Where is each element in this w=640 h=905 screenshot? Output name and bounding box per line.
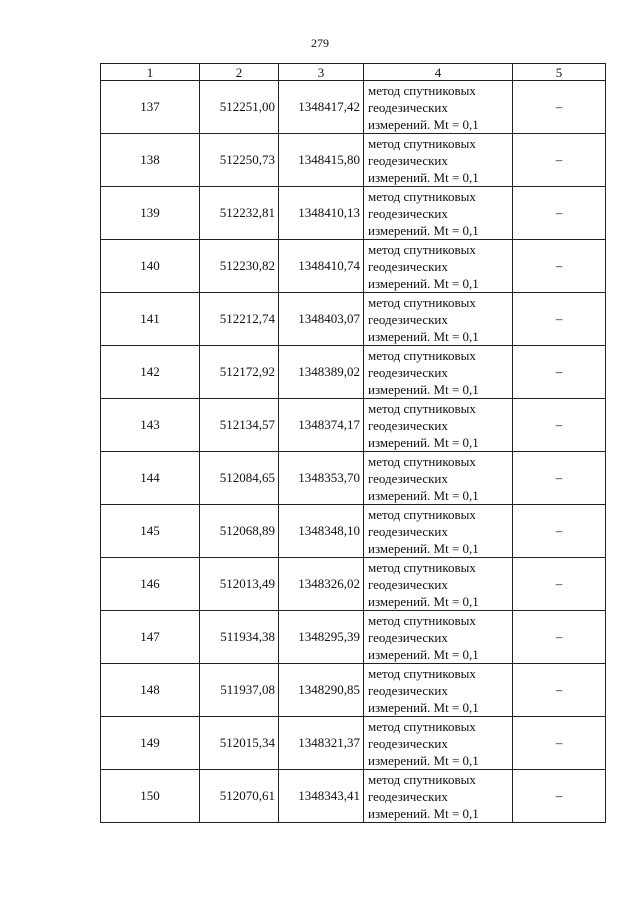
header-cell: 2 xyxy=(200,64,279,81)
method-text-line: геодезических xyxy=(368,99,448,115)
note-cell: – xyxy=(513,187,606,240)
method-text-line: измерений. Mt = 0,1 xyxy=(368,593,479,609)
note-cell: – xyxy=(513,293,606,346)
x-coordinate-cell: 512070,61 xyxy=(200,770,279,823)
point-number-cell: 139 xyxy=(101,187,200,240)
table-row xyxy=(101,664,606,717)
method-text-line: измерений. Mt = 0,1 xyxy=(368,275,479,291)
x-coordinate-cell: 512251,00 xyxy=(200,81,279,134)
x-coordinate-cell: 512232,81 xyxy=(200,187,279,240)
note-cell: – xyxy=(513,611,606,664)
x-coordinate-cell: 512212,74 xyxy=(200,293,279,346)
method-text-line: измерений. Mt = 0,1 xyxy=(368,222,479,238)
y-coordinate-cell: 1348290,85 xyxy=(279,664,364,717)
y-coordinate-cell: 1348374,17 xyxy=(279,399,364,452)
method-cell xyxy=(364,240,513,293)
method-cell xyxy=(364,293,513,346)
table-row xyxy=(101,505,606,558)
note-cell: – xyxy=(513,346,606,399)
method-text-line: геодезических xyxy=(368,417,448,433)
y-coordinate-cell: 1348348,10 xyxy=(279,505,364,558)
method-text-line: метод спутниковых xyxy=(368,241,476,257)
note-cell: – xyxy=(513,81,606,134)
y-coordinate-cell: 1348326,02 xyxy=(279,558,364,611)
method-cell xyxy=(364,187,513,240)
y-coordinate-cell: 1348403,07 xyxy=(279,293,364,346)
y-coordinate-cell: 1348321,37 xyxy=(279,717,364,770)
method-text-line: геодезических xyxy=(368,682,448,698)
y-coordinate-cell: 1348389,02 xyxy=(279,346,364,399)
method-text-line: измерений. Mt = 0,1 xyxy=(368,381,479,397)
point-number-cell: 148 xyxy=(101,664,200,717)
method-text-line: метод спутниковых xyxy=(368,135,476,151)
table-row xyxy=(101,770,606,823)
y-coordinate-cell: 1348415,80 xyxy=(279,134,364,187)
method-cell xyxy=(364,717,513,770)
method-text-line: метод спутниковых xyxy=(368,82,476,98)
y-coordinate-cell: 1348410,13 xyxy=(279,187,364,240)
method-text-line: метод спутниковых xyxy=(368,506,476,522)
point-number-cell: 140 xyxy=(101,240,200,293)
header-cell: 4 xyxy=(364,64,513,81)
method-text-line: метод спутниковых xyxy=(368,771,476,787)
method-text-line: метод спутниковых xyxy=(368,347,476,363)
method-text-line: измерений. Mt = 0,1 xyxy=(368,805,479,821)
method-cell xyxy=(364,664,513,717)
table-row xyxy=(101,399,606,452)
table-row xyxy=(101,558,606,611)
point-number-cell: 143 xyxy=(101,399,200,452)
method-cell xyxy=(364,770,513,823)
method-text-line: измерений. Mt = 0,1 xyxy=(368,116,479,132)
point-number-cell: 149 xyxy=(101,717,200,770)
x-coordinate-cell: 512084,65 xyxy=(200,452,279,505)
x-coordinate-cell: 512068,89 xyxy=(200,505,279,558)
table-row xyxy=(101,240,606,293)
method-cell xyxy=(364,558,513,611)
table-row xyxy=(101,717,606,770)
header-cell: 5 xyxy=(513,64,606,81)
point-number-cell: 142 xyxy=(101,346,200,399)
note-cell: – xyxy=(513,452,606,505)
method-text-line: метод спутниковых xyxy=(368,294,476,310)
method-text-line: измерений. Mt = 0,1 xyxy=(368,328,479,344)
method-cell xyxy=(364,505,513,558)
note-cell: – xyxy=(513,505,606,558)
y-coordinate-cell: 1348343,41 xyxy=(279,770,364,823)
method-text-line: геодезических xyxy=(368,205,448,221)
note-cell: – xyxy=(513,240,606,293)
note-cell: – xyxy=(513,664,606,717)
method-text-line: метод спутниковых xyxy=(368,559,476,575)
method-cell xyxy=(364,452,513,505)
point-number-cell: 145 xyxy=(101,505,200,558)
x-coordinate-cell: 512230,82 xyxy=(200,240,279,293)
point-number-cell: 150 xyxy=(101,770,200,823)
note-cell: – xyxy=(513,770,606,823)
method-text-line: измерений. Mt = 0,1 xyxy=(368,434,479,450)
method-text-line: геодезических xyxy=(368,470,448,486)
page-number: 279 xyxy=(311,36,329,50)
method-text-line: измерений. Mt = 0,1 xyxy=(368,646,479,662)
table-row xyxy=(101,187,606,240)
table-row xyxy=(101,293,606,346)
method-text-line: метод спутниковых xyxy=(368,400,476,416)
coordinates-table xyxy=(100,63,606,823)
header-cell: 1 xyxy=(101,64,200,81)
method-text-line: измерений. Mt = 0,1 xyxy=(368,699,479,715)
table-row xyxy=(101,611,606,664)
method-text-line: измерений. Mt = 0,1 xyxy=(368,487,479,503)
method-text-line: геодезических xyxy=(368,788,448,804)
note-cell: – xyxy=(513,399,606,452)
y-coordinate-cell: 1348417,42 xyxy=(279,81,364,134)
method-text-line: метод спутниковых xyxy=(368,453,476,469)
point-number-cell: 146 xyxy=(101,558,200,611)
method-text-line: метод спутниковых xyxy=(368,612,476,628)
method-text-line: геодезических xyxy=(368,258,448,274)
method-cell xyxy=(364,346,513,399)
method-text-line: измерений. Mt = 0,1 xyxy=(368,169,479,185)
table-row xyxy=(101,134,606,187)
point-number-cell: 141 xyxy=(101,293,200,346)
y-coordinate-cell: 1348295,39 xyxy=(279,611,364,664)
method-text-line: геодезических xyxy=(368,311,448,327)
method-text-line: геодезических xyxy=(368,629,448,645)
point-number-cell: 147 xyxy=(101,611,200,664)
x-coordinate-cell: 512013,49 xyxy=(200,558,279,611)
table-row xyxy=(101,452,606,505)
table-header-row xyxy=(101,64,606,81)
table-row xyxy=(101,81,606,134)
method-text-line: метод спутниковых xyxy=(368,718,476,734)
x-coordinate-cell: 512250,73 xyxy=(200,134,279,187)
point-number-cell: 144 xyxy=(101,452,200,505)
x-coordinate-cell: 512015,34 xyxy=(200,717,279,770)
method-text-line: геодезических xyxy=(368,364,448,380)
y-coordinate-cell: 1348353,70 xyxy=(279,452,364,505)
method-cell xyxy=(364,134,513,187)
table-row xyxy=(101,346,606,399)
note-cell: – xyxy=(513,717,606,770)
method-text-line: измерений. Mt = 0,1 xyxy=(368,752,479,768)
x-coordinate-cell: 511937,08 xyxy=(200,664,279,717)
method-text-line: метод спутниковых xyxy=(368,665,476,681)
point-number-cell: 138 xyxy=(101,134,200,187)
method-cell xyxy=(364,399,513,452)
method-text-line: геодезических xyxy=(368,735,448,751)
method-text-line: геодезических xyxy=(368,152,448,168)
x-coordinate-cell: 511934,38 xyxy=(200,611,279,664)
point-number-cell: 137 xyxy=(101,81,200,134)
y-coordinate-cell: 1348410,74 xyxy=(279,240,364,293)
method-text-line: измерений. Mt = 0,1 xyxy=(368,540,479,556)
method-cell xyxy=(364,611,513,664)
method-cell xyxy=(364,81,513,134)
method-text-line: метод спутниковых xyxy=(368,188,476,204)
note-cell: – xyxy=(513,134,606,187)
method-text-line: геодезических xyxy=(368,523,448,539)
method-text-line: геодезических xyxy=(368,576,448,592)
note-cell: – xyxy=(513,558,606,611)
x-coordinate-cell: 512172,92 xyxy=(200,346,279,399)
header-cell: 3 xyxy=(279,64,364,81)
x-coordinate-cell: 512134,57 xyxy=(200,399,279,452)
